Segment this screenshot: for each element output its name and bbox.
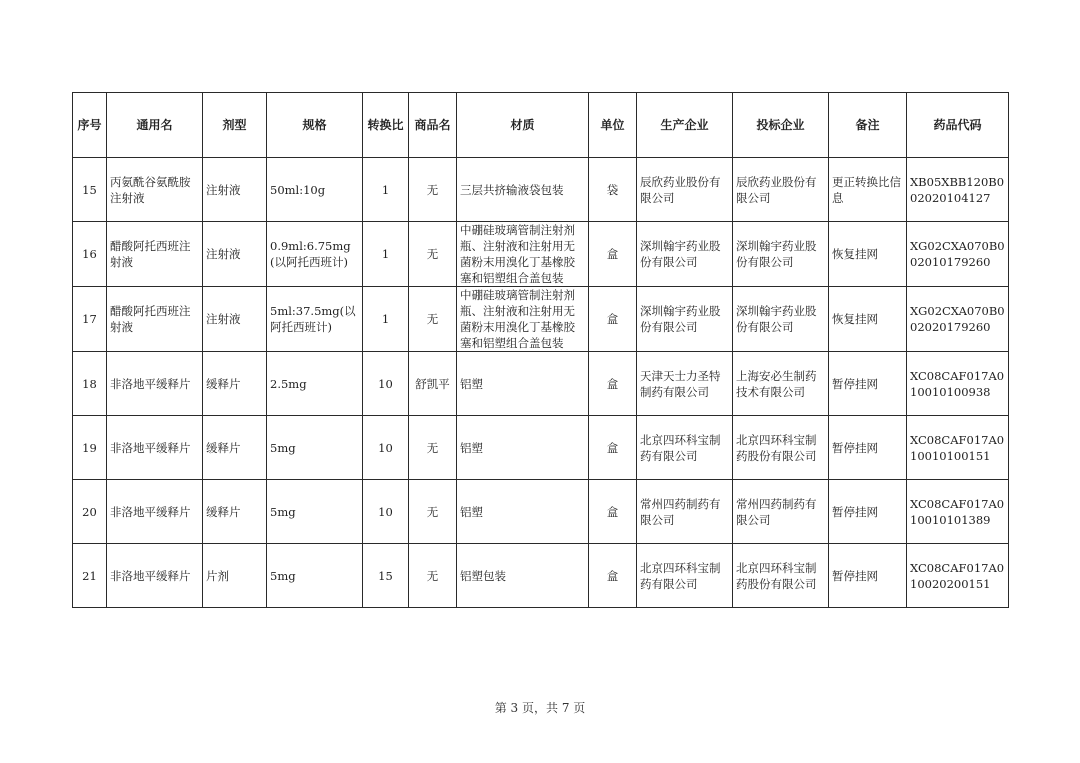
- cell-drug-code: XB05XBB120B002020104127: [907, 158, 1009, 222]
- cell-specification: 5mg: [267, 416, 363, 480]
- cell-unit: 盒: [589, 480, 637, 544]
- header-bidding-company: 投标企业: [733, 93, 829, 158]
- table-row: [73, 480, 1009, 544]
- header-index: 序号: [73, 93, 107, 158]
- cell-generic-name: 非洛地平缓释片: [107, 480, 203, 544]
- header-drug-code: 药品代码: [907, 93, 1009, 158]
- header-generic-name: 通用名: [107, 93, 203, 158]
- cell-index: 15: [73, 158, 107, 222]
- cell-bidding-company: 上海安必生制药技术有限公司: [733, 352, 829, 416]
- cell-index: 18: [73, 352, 107, 416]
- drug-table: [72, 92, 1009, 608]
- cell-drug-code: XC08CAF017A010010100151: [907, 416, 1009, 480]
- cell-manufacturer: 深圳翰宇药业股份有限公司: [637, 287, 733, 352]
- cell-index: 17: [73, 287, 107, 352]
- cell-material: 中硼硅玻璃管制注射剂瓶、注射液和注射用无菌粉末用溴化丁基橡胶塞和铝塑组合盖包装: [457, 287, 589, 352]
- cell-material: 三层共挤输液袋包装: [457, 158, 589, 222]
- cell-dosage-form: 注射液: [203, 287, 267, 352]
- cell-specification: 5mg: [267, 544, 363, 608]
- cell-dosage-form: 缓释片: [203, 352, 267, 416]
- cell-conversion-ratio: 1: [363, 158, 409, 222]
- table-row: [73, 544, 1009, 608]
- header-unit: 单位: [589, 93, 637, 158]
- table-row: [73, 416, 1009, 480]
- table-row: [73, 222, 1009, 287]
- cell-index: 20: [73, 480, 107, 544]
- cell-conversion-ratio: 1: [363, 222, 409, 287]
- cell-manufacturer: 天津天士力圣特制药有限公司: [637, 352, 733, 416]
- cell-specification: 2.5mg: [267, 352, 363, 416]
- cell-unit: 袋: [589, 158, 637, 222]
- cell-remarks: 暂停挂网: [829, 352, 907, 416]
- cell-dosage-form: 片剂: [203, 544, 267, 608]
- cell-drug-code: XC08CAF017A010020200151: [907, 544, 1009, 608]
- cell-specification: 5mg: [267, 480, 363, 544]
- header-material: 材质: [457, 93, 589, 158]
- cell-bidding-company: 深圳翰宇药业股份有限公司: [733, 287, 829, 352]
- cell-remarks: 恢复挂网: [829, 287, 907, 352]
- header-dosage-form: 剂型: [203, 93, 267, 158]
- cell-manufacturer: 深圳翰宇药业股份有限公司: [637, 222, 733, 287]
- table-body: [73, 158, 1009, 608]
- cell-conversion-ratio: 1: [363, 287, 409, 352]
- cell-material: 中硼硅玻璃管制注射剂瓶、注射液和注射用无菌粉末用溴化丁基橡胶塞和铝塑组合盖包装: [457, 222, 589, 287]
- cell-conversion-ratio: 10: [363, 480, 409, 544]
- cell-brand-name: 无: [409, 480, 457, 544]
- cell-generic-name: 醋酸阿托西班注射液: [107, 222, 203, 287]
- cell-specification: 50ml:10g: [267, 158, 363, 222]
- cell-index: 21: [73, 544, 107, 608]
- page-number: 第 3 页，共 7 页: [494, 701, 586, 715]
- cell-manufacturer: 常州四药制药有限公司: [637, 480, 733, 544]
- cell-drug-code: XC08CAF017A010010100938: [907, 352, 1009, 416]
- header-conversion-ratio: 转换比: [363, 93, 409, 158]
- cell-index: 16: [73, 222, 107, 287]
- cell-generic-name: 非洛地平缓释片: [107, 544, 203, 608]
- cell-manufacturer: 辰欣药业股份有限公司: [637, 158, 733, 222]
- cell-brand-name: 无: [409, 287, 457, 352]
- cell-drug-code: XC08CAF017A010010101389: [907, 480, 1009, 544]
- cell-generic-name: 非洛地平缓释片: [107, 416, 203, 480]
- cell-remarks: 恢复挂网: [829, 222, 907, 287]
- cell-drug-code: XG02CXA070B002010179260: [907, 222, 1009, 287]
- cell-dosage-form: 注射液: [203, 222, 267, 287]
- header-brand-name: 商品名: [409, 93, 457, 158]
- cell-brand-name: 无: [409, 222, 457, 287]
- table-header-row: [73, 93, 1009, 158]
- cell-dosage-form: 缓释片: [203, 480, 267, 544]
- cell-specification: 5ml:37.5mg(以阿托西班计): [267, 287, 363, 352]
- cell-generic-name: 丙氨酰谷氨酰胺注射液: [107, 158, 203, 222]
- header-specification: 规格: [267, 93, 363, 158]
- header-remarks: 备注: [829, 93, 907, 158]
- cell-material: 铝塑包装: [457, 544, 589, 608]
- cell-remarks: 暂停挂网: [829, 544, 907, 608]
- cell-index: 19: [73, 416, 107, 480]
- cell-dosage-form: 注射液: [203, 158, 267, 222]
- cell-brand-name: 无: [409, 544, 457, 608]
- cell-conversion-ratio: 10: [363, 416, 409, 480]
- cell-unit: 盒: [589, 352, 637, 416]
- cell-unit: 盒: [589, 416, 637, 480]
- table-row: [73, 158, 1009, 222]
- cell-unit: 盒: [589, 287, 637, 352]
- cell-unit: 盒: [589, 222, 637, 287]
- cell-generic-name: 醋酸阿托西班注射液: [107, 287, 203, 352]
- cell-bidding-company: 北京四环科宝制药股份有限公司: [733, 544, 829, 608]
- cell-remarks: 更正转换比信息: [829, 158, 907, 222]
- cell-specification: 0.9ml:6.75mg(以阿托西班计): [267, 222, 363, 287]
- cell-manufacturer: 北京四环科宝制药有限公司: [637, 544, 733, 608]
- cell-bidding-company: 深圳翰宇药业股份有限公司: [733, 222, 829, 287]
- table-row: [73, 352, 1009, 416]
- cell-brand-name: 舒凯平: [409, 352, 457, 416]
- cell-bidding-company: 常州四药制药有限公司: [733, 480, 829, 544]
- cell-brand-name: 无: [409, 158, 457, 222]
- cell-material: 铝塑: [457, 352, 589, 416]
- cell-material: 铝塑: [457, 416, 589, 480]
- cell-remarks: 暂停挂网: [829, 416, 907, 480]
- cell-bidding-company: 北京四环科宝制药股份有限公司: [733, 416, 829, 480]
- document-page: [72, 92, 1008, 608]
- header-manufacturer: 生产企业: [637, 93, 733, 158]
- cell-manufacturer: 北京四环科宝制药有限公司: [637, 416, 733, 480]
- cell-material: 铝塑: [457, 480, 589, 544]
- cell-bidding-company: 辰欣药业股份有限公司: [733, 158, 829, 222]
- cell-conversion-ratio: 15: [363, 544, 409, 608]
- cell-brand-name: 无: [409, 416, 457, 480]
- table-row: [73, 287, 1009, 352]
- cell-conversion-ratio: 10: [363, 352, 409, 416]
- cell-drug-code: XG02CXA070B002020179260: [907, 287, 1009, 352]
- cell-generic-name: 非洛地平缓释片: [107, 352, 203, 416]
- cell-unit: 盒: [589, 544, 637, 608]
- cell-dosage-form: 缓释片: [203, 416, 267, 480]
- cell-remarks: 暂停挂网: [829, 480, 907, 544]
